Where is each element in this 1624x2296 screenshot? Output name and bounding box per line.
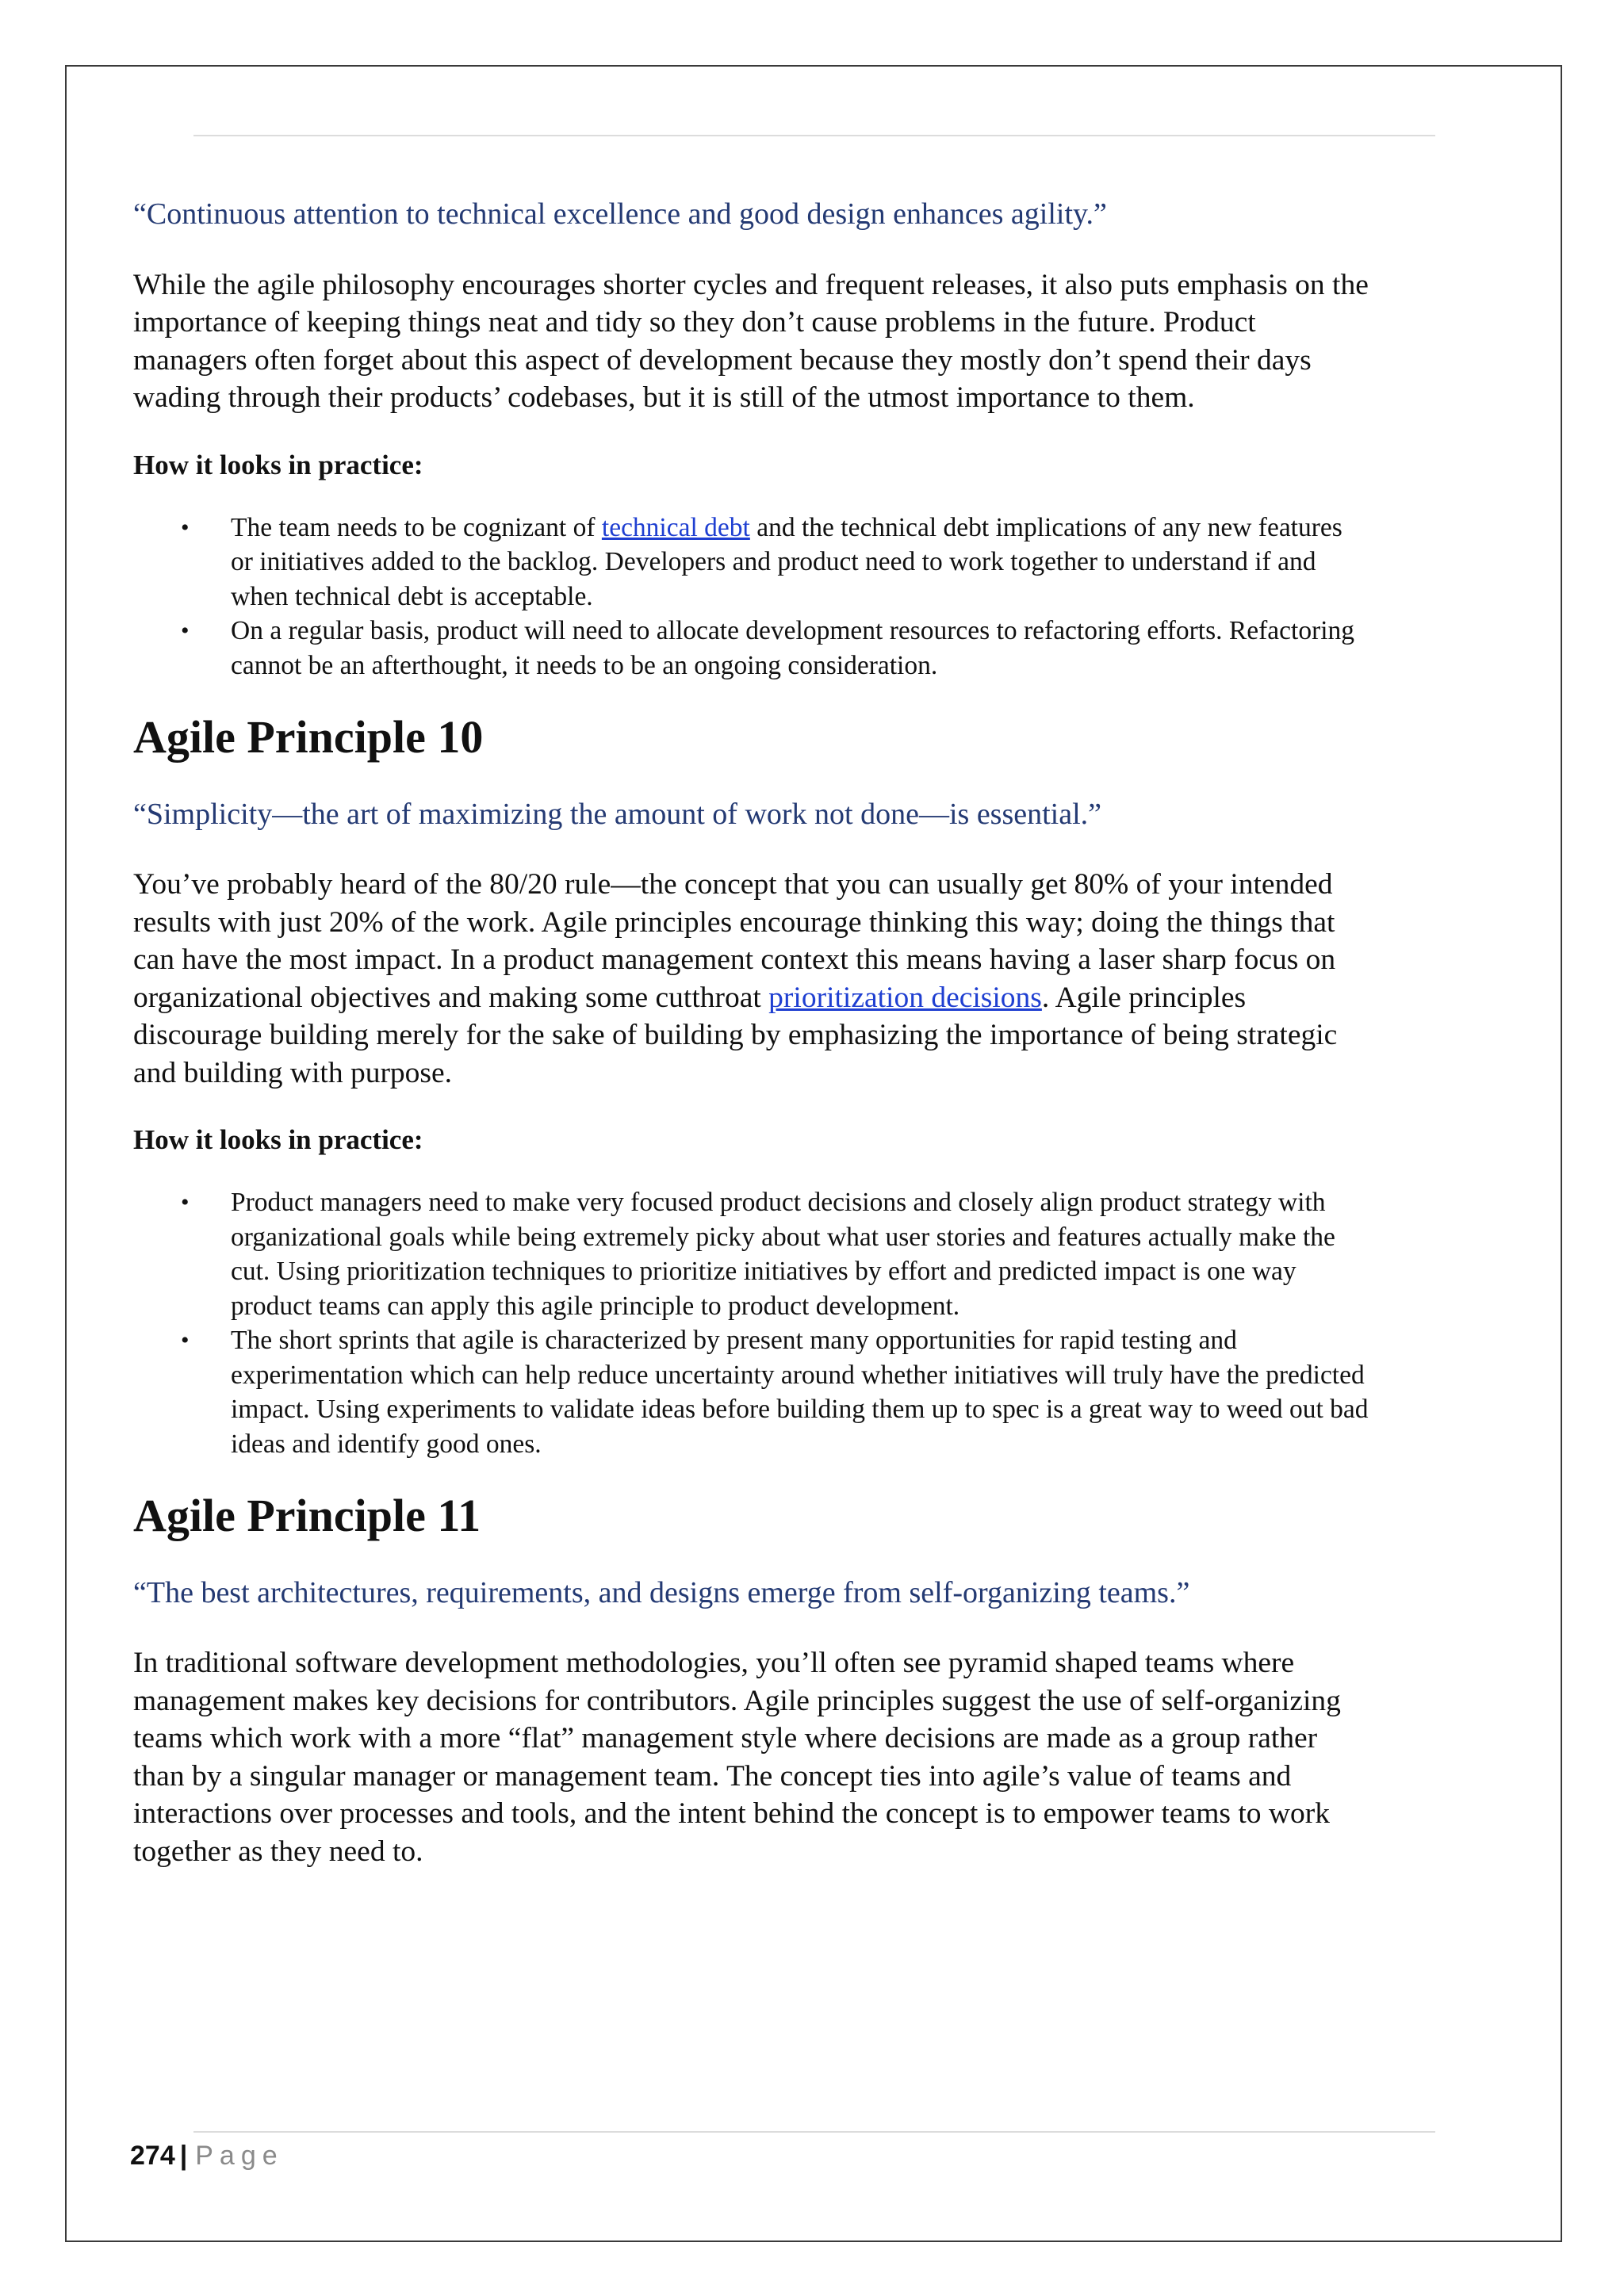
- bullet-icon: •: [181, 1189, 190, 1216]
- technical-debt-link[interactable]: technical debt: [601, 512, 750, 542]
- list-item: [133, 511, 1370, 614]
- list-item: [133, 614, 1370, 683]
- list-item-text: The team needs to be cognizant of: [231, 512, 602, 542]
- list-item-text: and the technical debt implications of any new features or initiatives added to the backlog. Developers and product need to work together to understand if and when technical debt is acceptable.: [231, 512, 1342, 611]
- prioritization-decisions-link[interactable]: prioritization decisions: [768, 981, 1042, 1014]
- document-body: [133, 127, 1370, 1870]
- list-item: [133, 1323, 1370, 1461]
- principle-11-quote: “The best architectures, requirements, and designs emerge from self-organizing teams.”: [133, 1575, 1190, 1609]
- page-number: 274: [130, 2141, 175, 2171]
- page-footer: [130, 2141, 284, 2172]
- principle-10-practice-heading: How it looks in practice:: [133, 1124, 423, 1156]
- principle-9-practice-heading: How it looks in practice:: [133, 449, 423, 480]
- principle-10-practice-list: [133, 1185, 1370, 1461]
- list-item-text: On a regular basis, product will need to allocate development resources to refactoring efforts. Refactoring cannot be an afterthought, it needs to be an ongoing consideration.: [231, 616, 1355, 680]
- list-item-text: The short sprints that agile is characterized by present many opportunities for rapid testing and experimentation which can help reduce uncertainty around whether initiatives will truly have the predicted impact. Using experiments to validate ideas before building them up to spec is a great way to weed out bad ideas and identify good ones.: [231, 1326, 1369, 1459]
- principle-11-heading: Agile Principle 11: [133, 1490, 481, 1542]
- principle-9-paragraph: While the agile philosophy encourages shorter cycles and frequent releases, it also puts emphasis on the importance of keeping things neat and tidy so they don’t cause problems in the future. Product managers often forget about this aspect of development because they mostly don’t spend their days wading through their products’ codebases, but it is still of the utmost importance to them.: [133, 268, 1369, 415]
- principle-9-practice-list: [133, 511, 1370, 683]
- principle-9-quote: “Continuous attention to technical excellence and good design enhances agility.”: [133, 197, 1107, 231]
- principle-10-heading: Agile Principle 10: [133, 711, 484, 763]
- bullet-icon: •: [181, 514, 190, 541]
- page-label: Page: [195, 2141, 284, 2171]
- footer-rule: [193, 2131, 1435, 2133]
- principle-11-paragraph: In traditional software development methodologies, you’ll often see pyramid shaped teams where management makes key decisions for contributors. Agile principles suggest the use of self-organizing teams which work with a more “flat” management style where decisions are made as a group rather than by a singular manager or management team. The concept ties into agile’s value of teams and interactions over processes and tools, and the intent behind the concept is to empower teams to work together as they need to.: [133, 1647, 1341, 1868]
- principle-10-paragraph: [133, 866, 1370, 1092]
- paragraph-text: You’ve probably heard of the 80/20 rule—the concept that you can usually get 80% of your intended results with just 20% of the work. Agile principles encourage thinking this way; doing the things that can have the most impact. In a product management context this means having a laser sharp focus on organizational objectives and making some cutthroat: [133, 868, 1336, 1014]
- list-item-text: Product managers need to make very focused product decisions and closely align product strategy with organizational goals while being extremely picky about what user stories and features actually make the cut. Using prioritization techniques to prioritize initiatives by effort and predicted impact is one way product teams can apply this agile principle to product development.: [231, 1188, 1335, 1321]
- bullet-icon: •: [181, 1327, 190, 1354]
- principle-10-quote: “Simplicity—the art of maximizing the amount of work not done—is essential.”: [133, 797, 1102, 831]
- paragraph-text: . Agile principles discourage building merely for the sake of building by emphasizing the importance of being strategic and building with purpose.: [133, 981, 1338, 1089]
- bullet-icon: •: [181, 618, 190, 645]
- footer-separator: |: [179, 2141, 188, 2171]
- list-item: [133, 1185, 1370, 1323]
